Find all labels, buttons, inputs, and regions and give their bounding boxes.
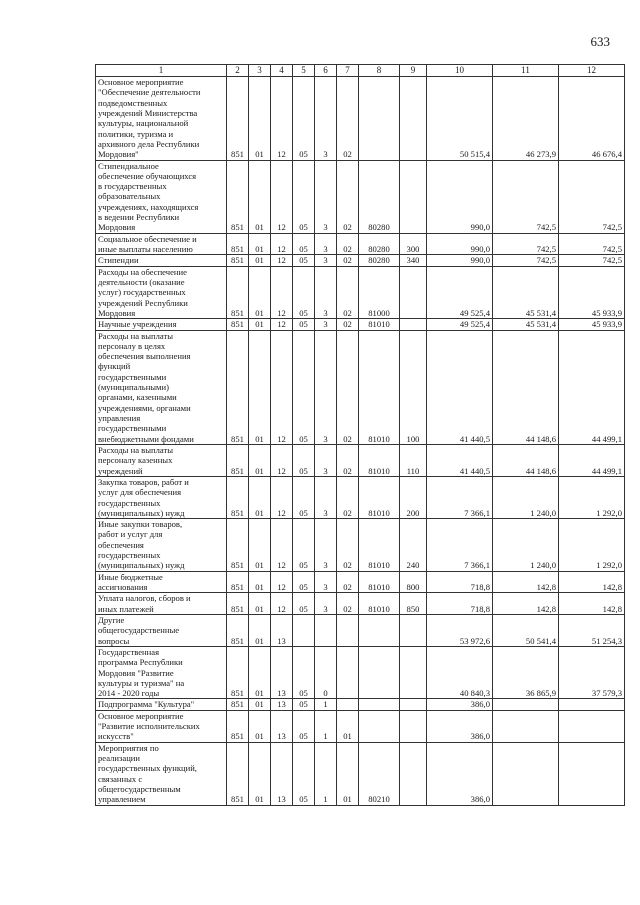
subprogram-code: 1	[315, 699, 337, 710]
subsection-code: 12	[271, 233, 293, 255]
column-header-6: 6	[315, 65, 337, 77]
subprogram-code: 3	[315, 255, 337, 266]
page-number: 633	[590, 34, 610, 49]
expense-type-code	[400, 646, 427, 699]
ministry-code: 851	[227, 699, 249, 710]
direction-code: 81010	[359, 519, 400, 572]
subsection-code: 13	[271, 742, 293, 805]
row-name: Социальное обеспечение и иные выплаты населению	[96, 233, 227, 255]
amount-col-12: 44 499,1	[559, 444, 625, 476]
activity-code: 02	[337, 233, 359, 255]
amount-col-12: 45 933,9	[559, 266, 625, 319]
header-row	[96, 65, 625, 77]
amount-col-10: 386,0	[427, 710, 493, 742]
program-code: 05	[293, 233, 315, 255]
subsection-code: 13	[271, 646, 293, 699]
program-code: 05	[293, 266, 315, 319]
row-name: Научные учреждения	[96, 319, 227, 330]
expense-type-code	[400, 266, 427, 319]
ministry-code: 851	[227, 571, 249, 593]
row-name: Стипендиальное обеспечение обучающихся в государственных образовательных учреждениях, находящихся в ведении Республики Мордовия	[96, 160, 227, 233]
activity-code: 02	[337, 319, 359, 330]
program-code: 05	[293, 519, 315, 572]
amount-col-11: 742,5	[493, 255, 559, 266]
column-header-5: 5	[293, 65, 315, 77]
direction-code: 81010	[359, 319, 400, 330]
budget-table	[95, 64, 625, 806]
expense-type-code: 850	[400, 593, 427, 615]
amount-col-10: 49 525,4	[427, 319, 493, 330]
row-name: Иные бюджетные ассигнования	[96, 571, 227, 593]
direction-code: 80280	[359, 233, 400, 255]
subprogram-code: 3	[315, 519, 337, 572]
activity-code: 02	[337, 519, 359, 572]
expense-type-code: 240	[400, 519, 427, 572]
table-row	[96, 646, 625, 699]
activity-code: 02	[337, 444, 359, 476]
section-code: 01	[249, 646, 271, 699]
section-code: 01	[249, 319, 271, 330]
ministry-code: 851	[227, 593, 249, 615]
direction-code	[359, 614, 400, 646]
ministry-code: 851	[227, 233, 249, 255]
subsection-code: 13	[271, 699, 293, 710]
section-code: 01	[249, 233, 271, 255]
section-code: 01	[249, 519, 271, 572]
subsection-code: 12	[271, 77, 293, 161]
amount-col-12: 142,8	[559, 571, 625, 593]
amount-col-10: 50 515,4	[427, 77, 493, 161]
amount-col-11: 44 148,6	[493, 330, 559, 444]
expense-type-code	[400, 614, 427, 646]
row-name: Подпрограмма "Культура"	[96, 699, 227, 710]
amount-col-11	[493, 742, 559, 805]
amount-col-12: 46 676,4	[559, 77, 625, 161]
amount-col-11	[493, 699, 559, 710]
table-row	[96, 266, 625, 319]
section-code: 01	[249, 266, 271, 319]
section-code: 01	[249, 699, 271, 710]
expense-type-code: 300	[400, 233, 427, 255]
subprogram-code: 3	[315, 444, 337, 476]
expense-type-code: 340	[400, 255, 427, 266]
amount-col-10: 7 366,1	[427, 519, 493, 572]
amount-col-12	[559, 710, 625, 742]
amount-col-12	[559, 699, 625, 710]
column-header-2: 2	[227, 65, 249, 77]
column-header-9: 9	[400, 65, 427, 77]
row-name: Основное мероприятие "Обеспечение деятельности подведомственных учреждений Министерства культуры, национальной политики, туризма и архивного дела Республики Мордовия"	[96, 77, 227, 161]
row-name: Основное мероприятие "Развитие исполнительских искусств"	[96, 710, 227, 742]
expense-type-code	[400, 319, 427, 330]
section-code: 01	[249, 255, 271, 266]
program-code: 05	[293, 593, 315, 615]
direction-code: 81000	[359, 266, 400, 319]
amount-col-11: 1 240,0	[493, 519, 559, 572]
subprogram-code: 1	[315, 742, 337, 805]
expense-type-code: 110	[400, 444, 427, 476]
expense-type-code	[400, 699, 427, 710]
ministry-code: 851	[227, 319, 249, 330]
section-code: 01	[249, 444, 271, 476]
amount-col-10: 386,0	[427, 699, 493, 710]
row-name: Расходы на обеспечение деятельности (оказание услуг) государственных учреждений Республики Мордовия	[96, 266, 227, 319]
table-row	[96, 255, 625, 266]
program-code: 05	[293, 699, 315, 710]
direction-code: 81010	[359, 330, 400, 444]
program-code: 05	[293, 77, 315, 161]
subprogram-code: 1	[315, 710, 337, 742]
column-header-4: 4	[271, 65, 293, 77]
section-code: 01	[249, 742, 271, 805]
program-code: 05	[293, 319, 315, 330]
program-code: 05	[293, 571, 315, 593]
subprogram-code: 3	[315, 476, 337, 518]
column-header-1: 1	[96, 65, 227, 77]
subsection-code: 12	[271, 319, 293, 330]
subsection-code: 12	[271, 330, 293, 444]
program-code: 05	[293, 710, 315, 742]
amount-col-12: 44 499,1	[559, 330, 625, 444]
column-header-8: 8	[359, 65, 400, 77]
column-header-7: 7	[337, 65, 359, 77]
program-code: 05	[293, 330, 315, 444]
program-code: 05	[293, 646, 315, 699]
direction-code	[359, 710, 400, 742]
expense-type-code: 800	[400, 571, 427, 593]
amount-col-12: 37 579,3	[559, 646, 625, 699]
row-name: Мероприятия по реализации государственных функций, связанных с общегосударственным управлением	[96, 742, 227, 805]
amount-col-10: 990,0	[427, 233, 493, 255]
section-code: 01	[249, 77, 271, 161]
amount-col-12: 742,5	[559, 160, 625, 233]
ministry-code: 851	[227, 160, 249, 233]
amount-col-12: 1 292,0	[559, 519, 625, 572]
table-row	[96, 233, 625, 255]
subprogram-code: 3	[315, 571, 337, 593]
amount-col-10: 41 440,5	[427, 444, 493, 476]
subsection-code: 12	[271, 593, 293, 615]
activity-code: 02	[337, 593, 359, 615]
activity-code: 01	[337, 742, 359, 805]
row-name: Иные закупки товаров, работ и услуг для обеспечения государственных (муниципальных) нужд	[96, 519, 227, 572]
amount-col-11: 142,8	[493, 593, 559, 615]
expense-type-code	[400, 742, 427, 805]
section-code: 01	[249, 330, 271, 444]
program-code: 05	[293, 444, 315, 476]
table-row	[96, 519, 625, 572]
direction-code: 81010	[359, 444, 400, 476]
amount-col-11: 36 865,9	[493, 646, 559, 699]
table-row	[96, 742, 625, 805]
activity-code: 02	[337, 77, 359, 161]
program-code: 05	[293, 476, 315, 518]
amount-col-11: 142,8	[493, 571, 559, 593]
subsection-code: 12	[271, 160, 293, 233]
activity-code: 02	[337, 160, 359, 233]
subprogram-code: 3	[315, 160, 337, 233]
amount-col-10: 990,0	[427, 255, 493, 266]
amount-col-12: 51 254,3	[559, 614, 625, 646]
table-row	[96, 571, 625, 593]
table-row	[96, 444, 625, 476]
subprogram-code: 0	[315, 646, 337, 699]
subprogram-code: 3	[315, 233, 337, 255]
amount-col-12: 742,5	[559, 233, 625, 255]
ministry-code: 851	[227, 519, 249, 572]
amount-col-10: 40 840,3	[427, 646, 493, 699]
table-row	[96, 699, 625, 710]
expense-type-code	[400, 160, 427, 233]
section-code: 01	[249, 710, 271, 742]
table-row	[96, 330, 625, 444]
amount-col-11: 46 273,9	[493, 77, 559, 161]
program-code: 05	[293, 255, 315, 266]
section-code: 01	[249, 476, 271, 518]
amount-col-11: 1 240,0	[493, 476, 559, 518]
row-name: Расходы на выплаты персоналу казенных учреждений	[96, 444, 227, 476]
activity-code: 02	[337, 255, 359, 266]
ministry-code: 851	[227, 646, 249, 699]
ministry-code: 851	[227, 710, 249, 742]
row-name: Стипендии	[96, 255, 227, 266]
amount-col-11: 45 531,4	[493, 319, 559, 330]
expense-type-code	[400, 710, 427, 742]
column-header-11: 11	[493, 65, 559, 77]
section-code: 01	[249, 160, 271, 233]
amount-col-11: 50 541,4	[493, 614, 559, 646]
amount-col-12: 742,5	[559, 255, 625, 266]
expense-type-code	[400, 77, 427, 161]
ministry-code: 851	[227, 77, 249, 161]
ministry-code: 851	[227, 476, 249, 518]
subsection-code: 12	[271, 519, 293, 572]
subprogram-code: 3	[315, 319, 337, 330]
activity-code: 02	[337, 266, 359, 319]
activity-code	[337, 614, 359, 646]
activity-code: 02	[337, 330, 359, 444]
amount-col-11	[493, 710, 559, 742]
table-row	[96, 160, 625, 233]
activity-code: 01	[337, 710, 359, 742]
amount-col-10: 718,8	[427, 593, 493, 615]
section-code: 01	[249, 614, 271, 646]
section-code: 01	[249, 571, 271, 593]
subsection-code: 12	[271, 255, 293, 266]
subprogram-code: 3	[315, 593, 337, 615]
amount-col-12: 45 933,9	[559, 319, 625, 330]
table-row	[96, 77, 625, 161]
row-name: Другие общегосударственные вопросы	[96, 614, 227, 646]
section-code: 01	[249, 593, 271, 615]
amount-col-12: 142,8	[559, 593, 625, 615]
activity-code: 02	[337, 476, 359, 518]
subprogram-code: 3	[315, 77, 337, 161]
table-row	[96, 614, 625, 646]
ministry-code: 851	[227, 742, 249, 805]
row-name: Закупка товаров, работ и услуг для обеспечения государственных (муниципальных) нужд	[96, 476, 227, 518]
ministry-code: 851	[227, 444, 249, 476]
row-name: Расходы на выплаты персоналу в целях обеспечения выполнения функций государственными (муниципальными) органами, казенными учреждениями, органами управления государственными внебюджетными фондами	[96, 330, 227, 444]
direction-code: 81010	[359, 593, 400, 615]
subprogram-code	[315, 614, 337, 646]
amount-col-10: 386,0	[427, 742, 493, 805]
column-header-3: 3	[249, 65, 271, 77]
table-row	[96, 476, 625, 518]
amount-col-10: 53 972,6	[427, 614, 493, 646]
amount-col-12: 1 292,0	[559, 476, 625, 518]
direction-code: 80210	[359, 742, 400, 805]
subsection-code: 12	[271, 266, 293, 319]
ministry-code: 851	[227, 330, 249, 444]
direction-code	[359, 77, 400, 161]
column-header-12: 12	[559, 65, 625, 77]
expense-type-code: 100	[400, 330, 427, 444]
subsection-code: 12	[271, 571, 293, 593]
expense-type-code: 200	[400, 476, 427, 518]
subsection-code: 12	[271, 444, 293, 476]
amount-col-10: 49 525,4	[427, 266, 493, 319]
subprogram-code: 3	[315, 330, 337, 444]
amount-col-11: 44 148,6	[493, 444, 559, 476]
direction-code: 81010	[359, 476, 400, 518]
amount-col-12	[559, 742, 625, 805]
row-name: Государственная программа Республики Мордовия "Развитие культуры и туризма" на 2014 - 2020 годы	[96, 646, 227, 699]
table-row	[96, 319, 625, 330]
column-header-10: 10	[427, 65, 493, 77]
ministry-code: 851	[227, 255, 249, 266]
subsection-code: 13	[271, 614, 293, 646]
amount-col-10: 41 440,5	[427, 330, 493, 444]
table-row	[96, 593, 625, 615]
subsection-code: 13	[271, 710, 293, 742]
amount-col-10: 718,8	[427, 571, 493, 593]
activity-code: 02	[337, 571, 359, 593]
amount-col-11: 45 531,4	[493, 266, 559, 319]
amount-col-10: 7 366,1	[427, 476, 493, 518]
ministry-code: 851	[227, 266, 249, 319]
table-row	[96, 710, 625, 742]
activity-code	[337, 699, 359, 710]
ministry-code: 851	[227, 614, 249, 646]
direction-code	[359, 646, 400, 699]
direction-code: 81010	[359, 571, 400, 593]
direction-code	[359, 699, 400, 710]
amount-col-10: 990,0	[427, 160, 493, 233]
program-code: 05	[293, 742, 315, 805]
amount-col-11: 742,5	[493, 233, 559, 255]
activity-code	[337, 646, 359, 699]
program-code: 05	[293, 160, 315, 233]
program-code	[293, 614, 315, 646]
direction-code: 80280	[359, 255, 400, 266]
row-name: Уплата налогов, сборов и иных платежей	[96, 593, 227, 615]
direction-code: 80280	[359, 160, 400, 233]
subsection-code: 12	[271, 476, 293, 518]
table-body	[96, 77, 625, 806]
subprogram-code: 3	[315, 266, 337, 319]
amount-col-11: 742,5	[493, 160, 559, 233]
